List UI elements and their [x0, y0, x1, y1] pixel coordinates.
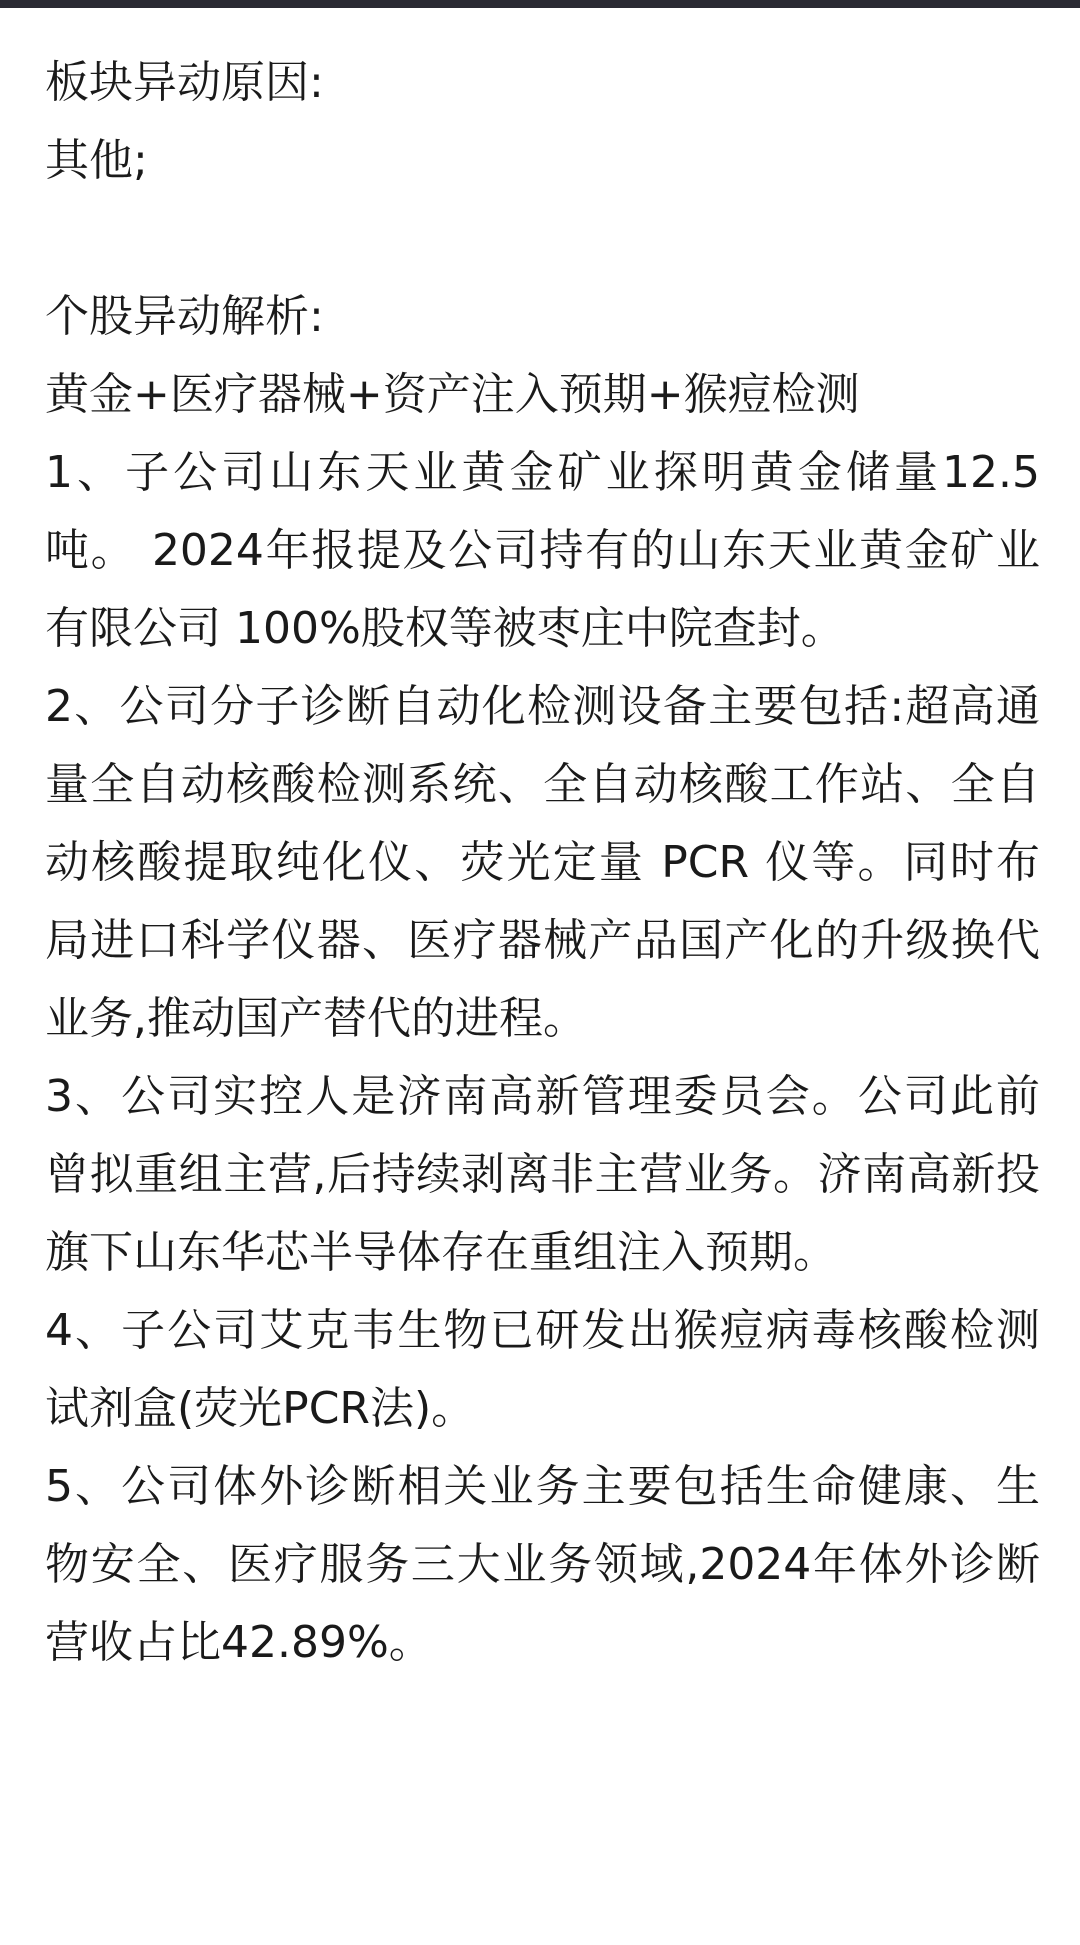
article-body — [45, 44, 1040, 1682]
blank-line — [45, 200, 1040, 278]
analysis-point-3: 3、公司实控人是济南高新管理委员会。公司此前曾拟重组主营,后持续剥离非主营业务。济南高新投旗下山东华芯半导体存在重组注入预期。 — [45, 1071, 1040, 1278]
sector-reason-value: 其他; — [45, 135, 148, 186]
analysis-point-1: 1、子公司山东天业黄金矿业探明黄金储量12.5吨。 2024年报提及公司持有的山东天业黄金矿业有限公司 100%股权等被枣庄中院查封。 — [45, 447, 1040, 654]
sector-reason-heading: 板块异动原因: — [45, 57, 324, 108]
analysis-point-5: 5、公司体外诊断相关业务主要包括生命健康、生物安全、医疗服务三大业务领域,2024年体外诊断营收占比42.89%。 — [45, 1461, 1040, 1668]
status-bar-strip — [0, 0, 1080, 8]
analysis-point-4: 4、子公司艾克韦生物已研发出猴痘病毒核酸检测试剂盒(荧光PCR法)。 — [45, 1305, 1040, 1434]
stock-analysis-heading: 个股异动解析: — [45, 291, 324, 342]
analysis-point-2: 2、公司分子诊断自动化检测设备主要包括:超高通量全自动核酸检测系统、全自动核酸工作站、全自动核酸提取纯化仪、荧光定量 PCR 仪等。同时布局进口科学仪器、医疗器械产品国产化的升级换代业务,推动国产替代的进程。 — [45, 681, 1040, 1044]
stock-analysis-tags: 黄金+医疗器械+资产注入预期+猴痘检测 — [45, 369, 860, 420]
